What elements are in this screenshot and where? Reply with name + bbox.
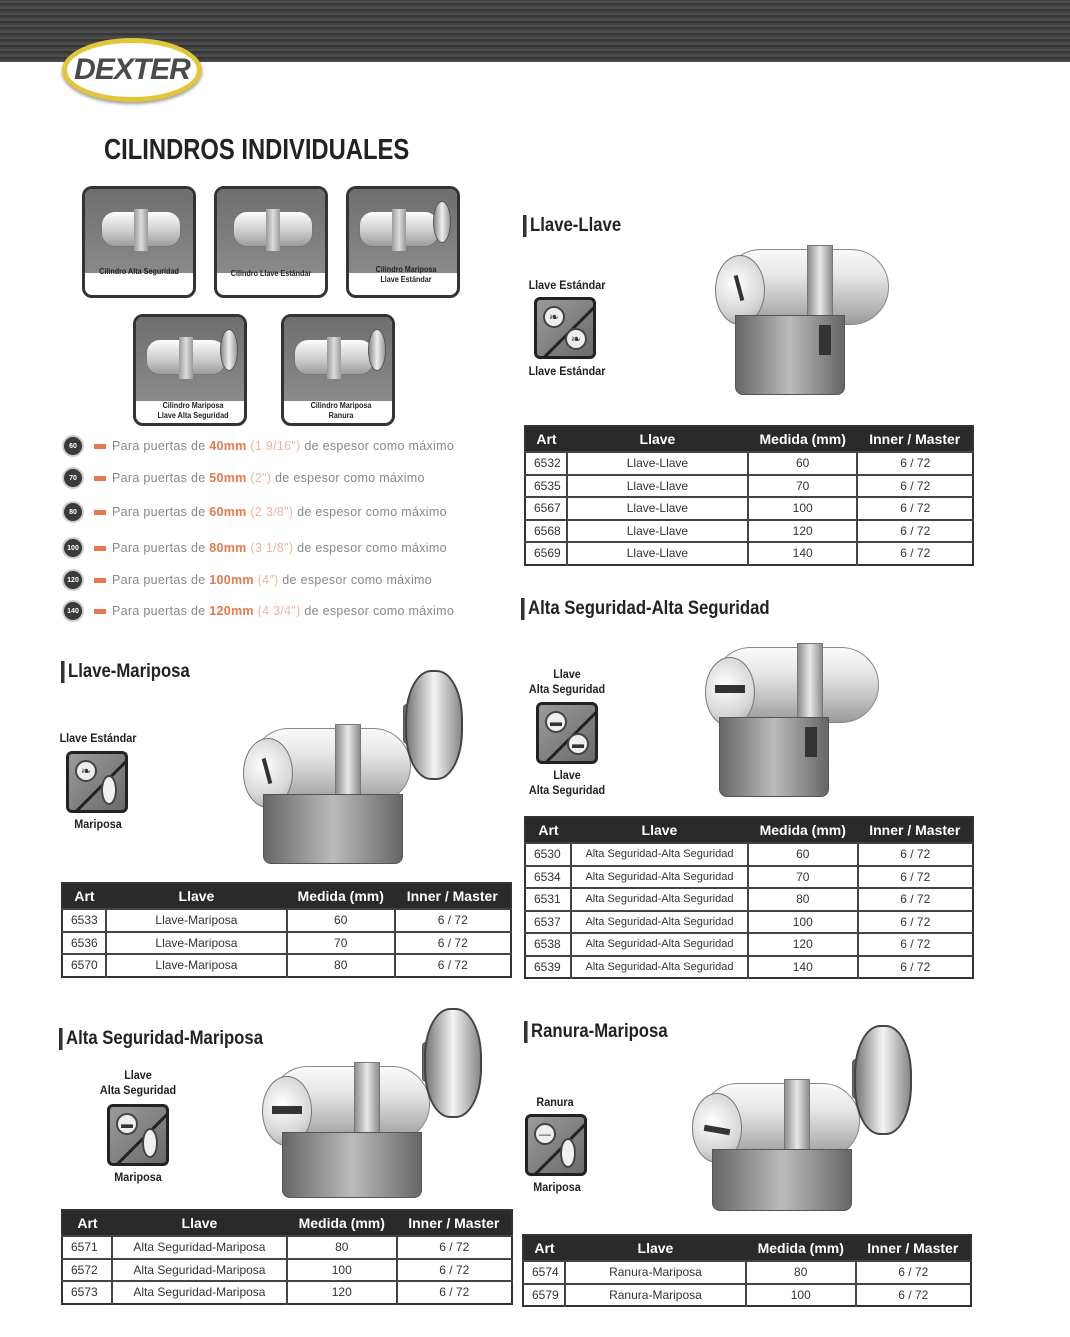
product-image-alta-alta xyxy=(705,643,885,803)
product-image-ranura-mariposa xyxy=(692,1023,922,1218)
door-thickness-row: 60 Para puertas de 40mm (1 9/16") de espesor como máximo xyxy=(62,433,454,459)
table-row: 6537 Alta Seguridad-Alta Seguridad 100 6 / 72 xyxy=(525,911,973,934)
key-type-label: Llave Alta Seguridad xyxy=(528,667,606,696)
section-title-llave-mariposa: Llave-Mariposa xyxy=(61,661,190,683)
table-row: 6569 Llave-Llave 140 6 / 72 xyxy=(525,542,973,565)
thumbnail-label: Cilindro Mariposa Llave Estándar xyxy=(375,265,437,284)
thumbnail-label: Cilindro Alta Seguridad xyxy=(99,267,179,276)
table-header-row: Art Llave Medida (mm) Inner / Master xyxy=(523,1235,971,1261)
size-badge: 120 xyxy=(62,569,84,591)
section-title-llave-llave: Llave-Llave xyxy=(523,215,621,237)
table-row: 6536 Llave-Mariposa 70 6 / 72 xyxy=(62,932,511,955)
product-image-llave-mariposa xyxy=(243,668,473,868)
cylinder-image xyxy=(359,211,439,247)
slot-key-icon: — xyxy=(534,1123,556,1145)
table-row: 6579 Ranura-Mariposa 100 6 / 72 xyxy=(523,1284,971,1307)
size-badge: 100 xyxy=(62,537,84,559)
door-thickness-row: 80 Para puertas de 60mm (2 3/8") de espesor como máximo xyxy=(62,499,447,525)
cylinder-image xyxy=(146,339,226,375)
high-security-key-icon: ▬ xyxy=(567,733,589,755)
table-row: 6530 Alta Seguridad-Alta Seguridad 60 6 / 72 xyxy=(525,843,973,866)
size-badge: 80 xyxy=(62,501,84,523)
cylinder-image xyxy=(233,211,313,247)
table-header-row: Art Llave Medida (mm) Inner / Master xyxy=(62,1210,512,1236)
cylinder-image xyxy=(101,211,181,247)
thumbnail-mariposa-ranura xyxy=(281,314,395,426)
door-thickness-row: 140 Para puertas de 120mm (4 3/4") de espesor como máximo xyxy=(62,598,454,624)
key-type-icon-box xyxy=(525,1114,587,1176)
standard-key-icon: ❧ xyxy=(565,328,587,350)
thumb-turn-image xyxy=(433,201,451,243)
table-row: 6534 Alta Seguridad-Alta Seguridad 70 6 / 72 xyxy=(525,866,973,889)
size-badge: 70 xyxy=(62,467,84,489)
cylinder-image xyxy=(294,339,374,375)
table-row: 6573 Alta Seguridad-Mariposa 120 6 / 72 xyxy=(62,1281,512,1304)
door-thickness-row: 100 Para puertas de 80mm (3 1/8") de espesor como máximo xyxy=(62,535,447,561)
key-type-icon-box xyxy=(536,702,598,764)
key-type-label: Llave Alta Seguridad xyxy=(528,768,606,797)
table-row: 6533 Llave-Mariposa 60 6 / 72 xyxy=(62,909,511,932)
door-thickness-row: 120 Para puertas de 100mm (4") de espesor como máximo xyxy=(62,567,432,593)
thumbnail-mariposa-alta-seguridad xyxy=(133,314,247,426)
table-llave-llave xyxy=(524,425,974,566)
key-type-label: Ranura xyxy=(536,1095,574,1109)
table-header-row: Art Llave Medida (mm) Inner / Master xyxy=(525,817,973,843)
key-type-label: Llave Estándar xyxy=(528,278,606,292)
table-row: 6574 Ranura-Mariposa 80 6 / 72 xyxy=(523,1261,971,1284)
standard-key-icon: ❧ xyxy=(75,760,97,782)
table-row: 6535 Llave-Llave 70 6 / 72 xyxy=(525,475,973,498)
table-llave-mariposa xyxy=(61,882,512,978)
thumbnail-alta-seguridad xyxy=(82,186,196,298)
high-security-key-icon: ▬ xyxy=(116,1113,138,1135)
thumbnail-llave-estandar xyxy=(214,186,328,298)
product-image-llave-llave xyxy=(715,245,895,405)
section-title-alta-alta: Alta Seguridad-Alta Seguridad xyxy=(521,598,770,620)
table-row: 6532 Llave-Llave 60 6 / 72 xyxy=(525,452,973,475)
thumb-turn-icon xyxy=(560,1138,576,1168)
thumb-turn-icon xyxy=(142,1128,158,1158)
door-thickness-row: 70 Para puertas de 50mm (2") de espesor como máximo xyxy=(62,465,425,491)
thumb-turn-image xyxy=(368,329,386,371)
table-row: 6571 Alta Seguridad-Mariposa 80 6 / 72 xyxy=(62,1236,512,1259)
table-header-row: Art Llave Medida (mm) Inner / Master xyxy=(525,426,973,452)
key-type-label: Llave Estándar xyxy=(528,364,606,378)
section-title-ranura-mariposa: Ranura-Mariposa xyxy=(524,1021,668,1043)
table-row: 6539 Alta Seguridad-Alta Seguridad 140 6 / 72 xyxy=(525,956,973,979)
page-title: CILINDROS INDIVIDUALES xyxy=(104,134,410,166)
table-row: 6568 Llave-Llave 120 6 / 72 xyxy=(525,520,973,543)
key-type-label: Llave Alta Seguridad xyxy=(99,1068,177,1097)
section-title-alta-mariposa: Alta Seguridad-Mariposa xyxy=(59,1028,263,1050)
brand-logo: DEXTER xyxy=(62,38,202,102)
key-type-icon-box xyxy=(66,751,128,813)
table-row: 6531 Alta Seguridad-Alta Seguridad 80 6 / 72 xyxy=(525,888,973,911)
table-row: 6570 Llave-Mariposa 80 6 / 72 xyxy=(62,954,511,977)
thumb-turn-icon xyxy=(101,775,117,805)
key-type-icon-box xyxy=(107,1104,169,1166)
size-badge: 60 xyxy=(62,435,84,457)
thumbnail-label: Cilindro Mariposa Llave Alta Seguridad xyxy=(157,401,229,420)
table-ranura-mariposa xyxy=(522,1234,972,1307)
table-row: 6572 Alta Seguridad-Mariposa 100 6 / 72 xyxy=(62,1259,512,1282)
key-type-label: Mariposa xyxy=(533,1180,581,1194)
product-image-alta-mariposa xyxy=(262,1006,492,1201)
key-type-icon-box xyxy=(534,297,596,359)
table-alta-mariposa xyxy=(61,1209,513,1305)
thumbnail-mariposa-estandar xyxy=(346,186,460,298)
standard-key-icon: ❧ xyxy=(543,306,565,328)
thumbnail-label: Cilindro Mariposa Ranura xyxy=(310,401,372,420)
table-alta-alta xyxy=(524,816,974,979)
thumbnail-label: Cilindro Llave Estándar xyxy=(230,269,312,278)
key-type-label: Mariposa xyxy=(74,817,122,831)
table-row: 6538 Alta Seguridad-Alta Seguridad 120 6 / 72 xyxy=(525,933,973,956)
thumb-turn-image xyxy=(220,329,238,371)
table-row: 6567 Llave-Llave 100 6 / 72 xyxy=(525,497,973,520)
key-type-label: Llave Estándar xyxy=(59,731,137,745)
key-type-label: Mariposa xyxy=(114,1170,162,1184)
size-badge: 140 xyxy=(62,600,84,622)
high-security-key-icon: ▬ xyxy=(545,711,567,733)
table-header-row: Art Llave Medida (mm) Inner / Master xyxy=(62,883,511,909)
